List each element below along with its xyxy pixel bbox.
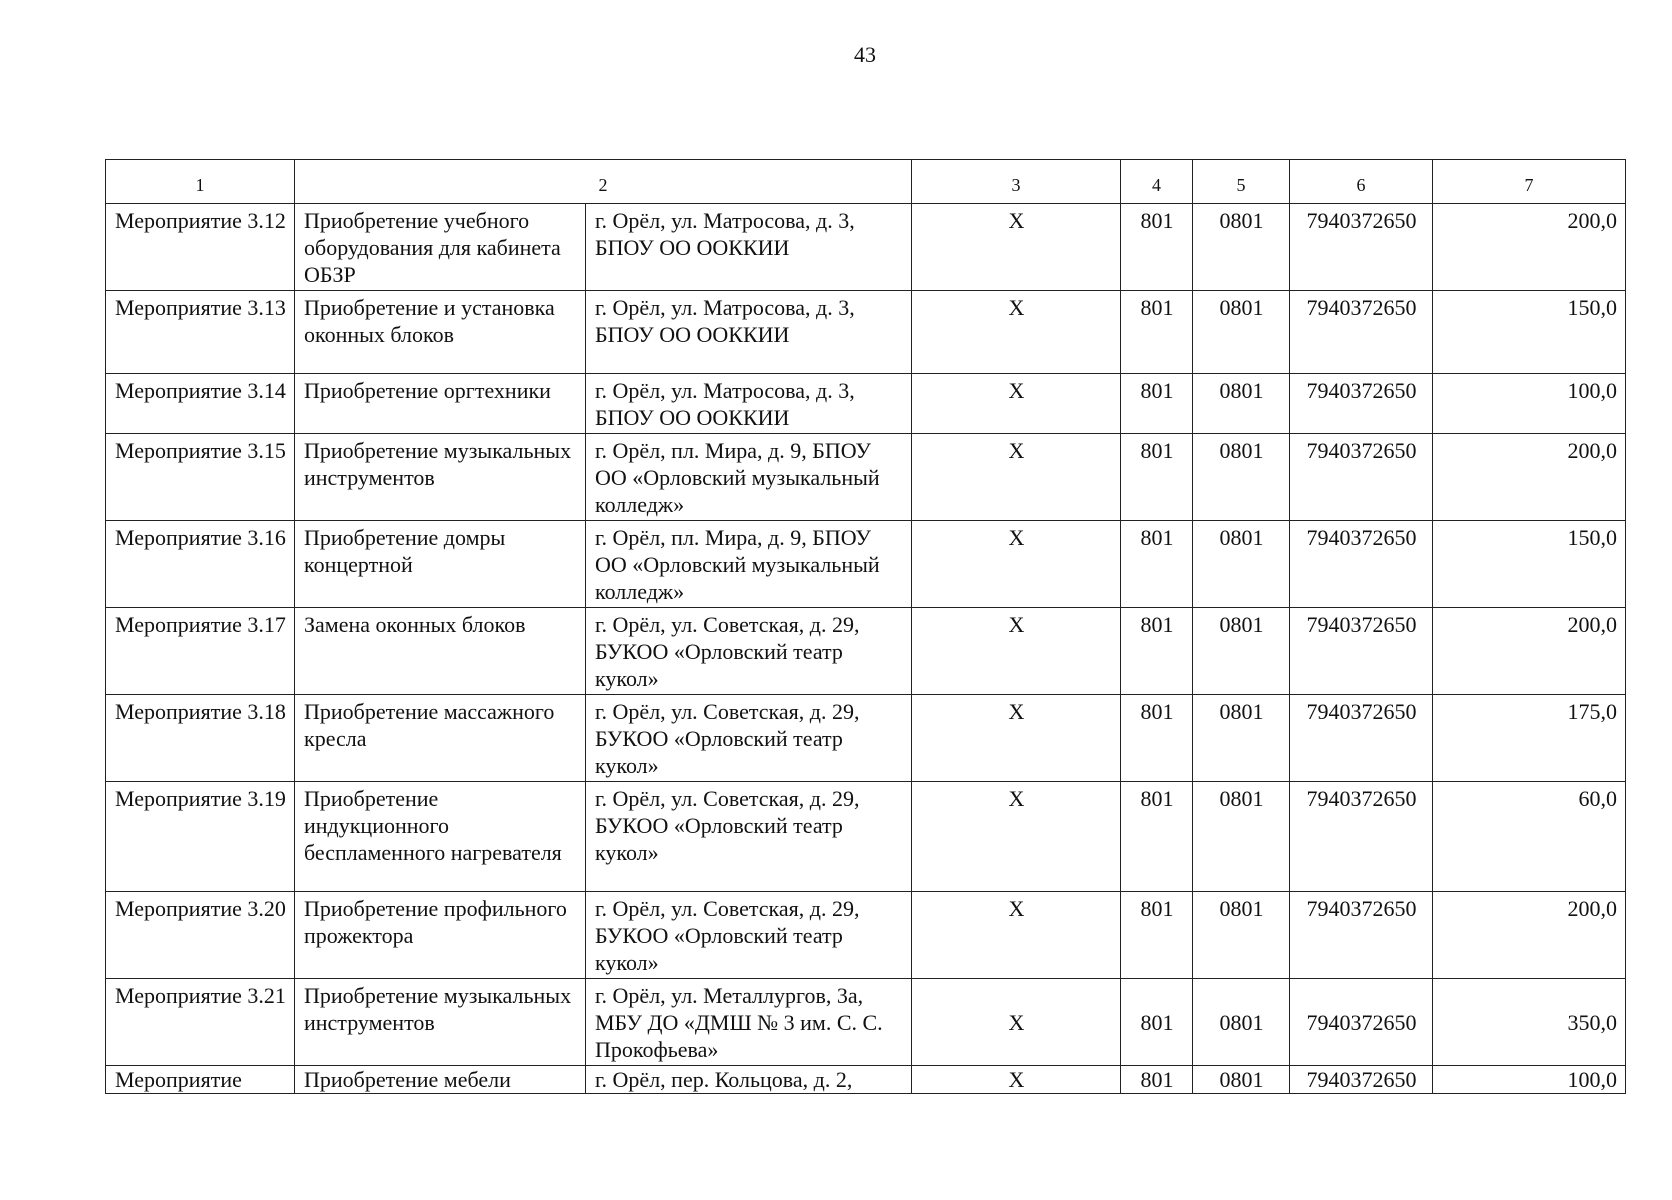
col7-cell: 175,0 — [1433, 695, 1626, 782]
address-cell: г. Орёл, ул. Матросова, д. 3, БПОУ ОО ООККИИ — [586, 374, 912, 434]
event-cell: Мероприятие 3.16 — [106, 521, 295, 608]
col3-cell: X — [912, 521, 1121, 608]
col5-cell: 0801 — [1193, 521, 1290, 608]
col7-cell: 200,0 — [1433, 608, 1626, 695]
address-cell: г. Орёл, пл. Мира, д. 9, БПОУ ОО «Орловский музыкальный колледж» — [586, 521, 912, 608]
col7-cell: 350,0 — [1433, 979, 1626, 1066]
col5-cell: 0801 — [1193, 979, 1290, 1066]
col7-cell: 200,0 — [1433, 892, 1626, 979]
name-cell: Приобретение оргтехники — [295, 374, 586, 434]
col4-cell: 801 — [1121, 374, 1193, 434]
table-row — [106, 695, 1626, 782]
col4-cell: 801 — [1121, 291, 1193, 374]
col5-cell: 0801 — [1193, 608, 1290, 695]
col4-cell: 801 — [1121, 695, 1193, 782]
event-cell: Мероприятие 3.12 — [106, 204, 295, 291]
page-number: 43 — [854, 42, 876, 67]
address-cell: г. Орёл, ул. Советская, д. 29, БУКОО «Орловский театр кукол» — [586, 892, 912, 979]
col6-cell: 7940372650 — [1290, 204, 1433, 291]
col6-cell: 7940372650 — [1290, 1066, 1433, 1094]
col3-cell: X — [912, 695, 1121, 782]
col7-cell: 100,0 — [1433, 374, 1626, 434]
name-cell: Приобретение музыкальных инструментов — [295, 979, 586, 1066]
address-cell: г. Орёл, ул. Матросова, д. 3, БПОУ ОО ООККИИ — [586, 204, 912, 291]
col3-cell: X — [912, 782, 1121, 892]
name-cell: Приобретение мебели — [295, 1066, 586, 1094]
header-col-4: 4 — [1121, 160, 1193, 204]
name-cell: Приобретение музыкальных инструментов — [295, 434, 586, 521]
address-cell: г. Орёл, пл. Мира, д. 9, БПОУ ОО «Орловский музыкальный колледж» — [586, 434, 912, 521]
address-cell: г. Орёл, пер. Кольцова, д. 2, — [586, 1066, 912, 1094]
col4-cell: 801 — [1121, 608, 1193, 695]
col5-cell: 0801 — [1193, 782, 1290, 892]
event-cell: Мероприятие — [106, 1066, 295, 1094]
address-cell: г. Орёл, ул. Советская, д. 29, БУКОО «Орловский театр кукол» — [586, 695, 912, 782]
col5-cell: 0801 — [1193, 695, 1290, 782]
table-row — [106, 608, 1626, 695]
event-cell: Мероприятие 3.19 — [106, 782, 295, 892]
col5-cell: 0801 — [1193, 291, 1290, 374]
col3-cell: X — [912, 434, 1121, 521]
col6-cell: 7940372650 — [1290, 434, 1433, 521]
col6-cell: 7940372650 — [1290, 521, 1433, 608]
col7-cell: 200,0 — [1433, 434, 1626, 521]
col7-cell: 100,0 — [1433, 1066, 1626, 1094]
col4-cell: 801 — [1121, 979, 1193, 1066]
program-table — [105, 159, 1626, 1094]
name-cell: Приобретение индукционного беспламенного нагревателя — [295, 782, 586, 892]
table-row — [106, 979, 1626, 1066]
col3-cell: X — [912, 892, 1121, 979]
col5-cell: 0801 — [1193, 204, 1290, 291]
table-row — [106, 892, 1626, 979]
name-cell: Замена оконных блоков — [295, 608, 586, 695]
col3-cell: X — [912, 1066, 1121, 1094]
col6-cell: 7940372650 — [1290, 695, 1433, 782]
table-row — [106, 521, 1626, 608]
col4-cell: 801 — [1121, 434, 1193, 521]
header-col-7: 7 — [1433, 160, 1626, 204]
address-cell: г. Орёл, ул. Матросова, д. 3, БПОУ ОО ООККИИ — [586, 291, 912, 374]
col5-cell: 0801 — [1193, 374, 1290, 434]
event-cell: Мероприятие 3.17 — [106, 608, 295, 695]
col4-cell: 801 — [1121, 1066, 1193, 1094]
col4-cell: 801 — [1121, 892, 1193, 979]
table-row — [106, 374, 1626, 434]
col3-cell: X — [912, 204, 1121, 291]
col4-cell: 801 — [1121, 782, 1193, 892]
col5-cell: 0801 — [1193, 1066, 1290, 1094]
event-cell: Мероприятие 3.15 — [106, 434, 295, 521]
address-cell: г. Орёл, ул. Советская, д. 29, БУКОО «Орловский театр кукол» — [586, 608, 912, 695]
event-cell: Мероприятие 3.13 — [106, 291, 295, 374]
col6-cell: 7940372650 — [1290, 782, 1433, 892]
event-cell: Мероприятие 3.20 — [106, 892, 295, 979]
name-cell: Приобретение домры концертной — [295, 521, 586, 608]
col3-cell: X — [912, 374, 1121, 434]
col6-cell: 7940372650 — [1290, 892, 1433, 979]
table-row — [106, 434, 1626, 521]
col4-cell: 801 — [1121, 204, 1193, 291]
col6-cell: 7940372650 — [1290, 608, 1433, 695]
address-cell: г. Орёл, ул. Советская, д. 29, БУКОО «Орловский театр кукол» — [586, 782, 912, 892]
event-cell: Мероприятие 3.14 — [106, 374, 295, 434]
header-col-1: 1 — [106, 160, 295, 204]
header-col-6: 6 — [1290, 160, 1433, 204]
col7-cell: 150,0 — [1433, 291, 1626, 374]
col6-cell: 7940372650 — [1290, 979, 1433, 1066]
header-col-2: 2 — [295, 160, 912, 204]
header-col-3: 3 — [912, 160, 1121, 204]
table-row — [106, 291, 1626, 374]
table-row — [106, 782, 1626, 892]
col7-cell: 150,0 — [1433, 521, 1626, 608]
col3-cell: X — [912, 608, 1121, 695]
name-cell: Приобретение профильного прожектора — [295, 892, 586, 979]
name-cell: Приобретение и установка оконных блоков — [295, 291, 586, 374]
col4-cell: 801 — [1121, 521, 1193, 608]
table-row — [106, 1066, 1626, 1094]
name-cell: Приобретение массажного кресла — [295, 695, 586, 782]
table-row — [106, 204, 1626, 291]
header-col-5: 5 — [1193, 160, 1290, 204]
event-cell: Мероприятие 3.18 — [106, 695, 295, 782]
name-cell: Приобретение учебного оборудования для кабинета ОБЗР — [295, 204, 586, 291]
col3-cell: X — [912, 979, 1121, 1066]
col7-cell: 200,0 — [1433, 204, 1626, 291]
col6-cell: 7940372650 — [1290, 291, 1433, 374]
col6-cell: 7940372650 — [1290, 374, 1433, 434]
table-header-row — [106, 160, 1626, 204]
col3-cell: X — [912, 291, 1121, 374]
col5-cell: 0801 — [1193, 892, 1290, 979]
col5-cell: 0801 — [1193, 434, 1290, 521]
event-cell: Мероприятие 3.21 — [106, 979, 295, 1066]
address-cell: г. Орёл, ул. Металлургов, 3а, МБУ ДО «ДМШ № 3 им. С. С. Прокофьева» — [586, 979, 912, 1066]
col7-cell: 60,0 — [1433, 782, 1626, 892]
